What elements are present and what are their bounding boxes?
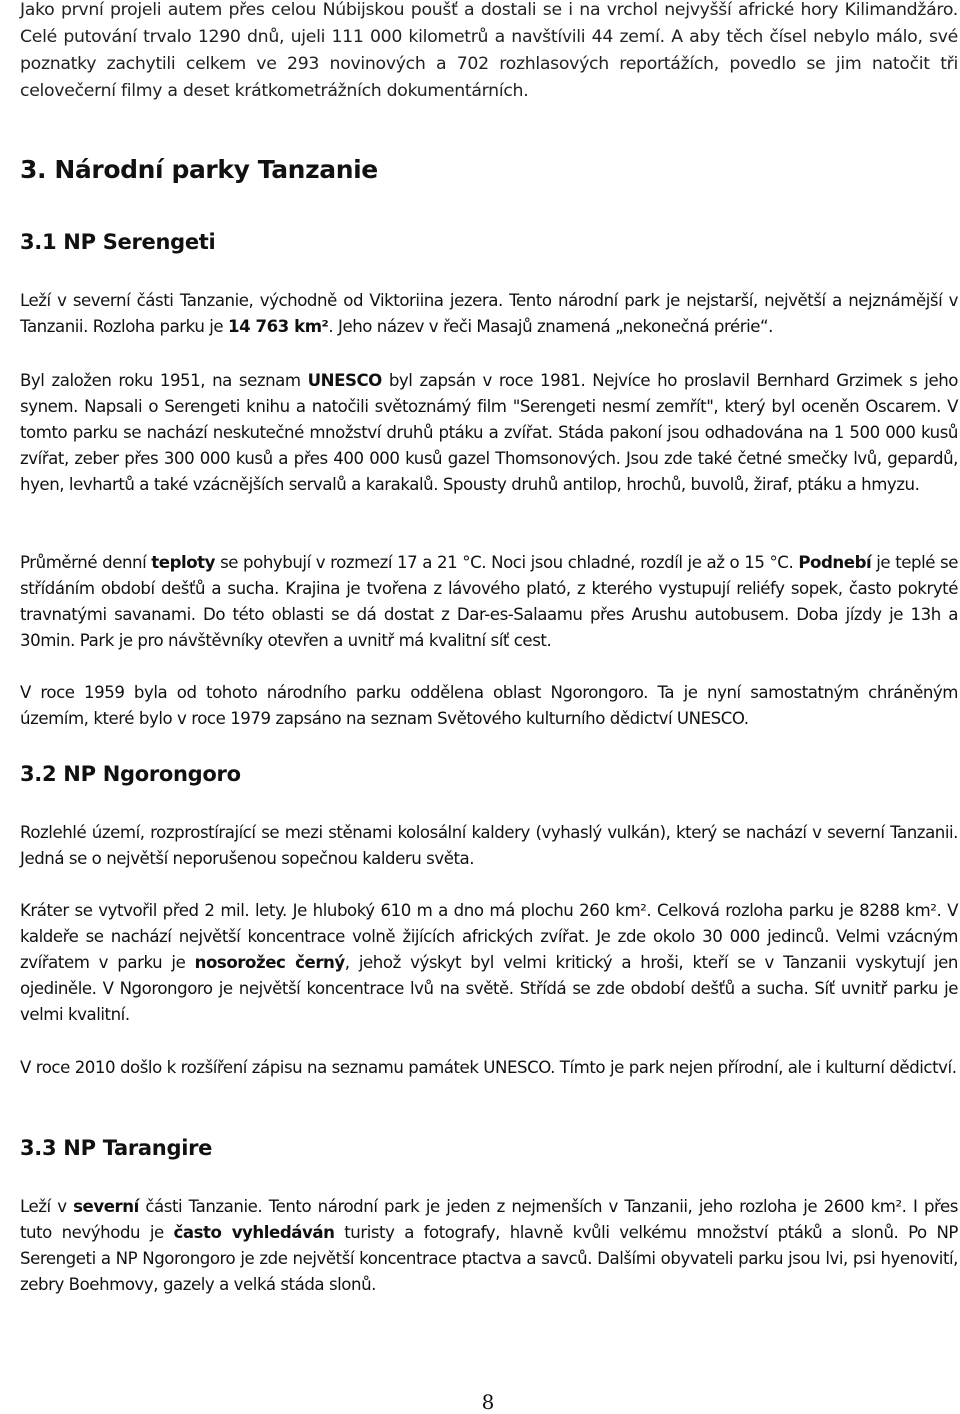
serengeti-paragraph-3: [20, 550, 958, 654]
ngorongoro-paragraph-1-block: [20, 820, 958, 872]
ngorongoro-paragraph-3: V roce 2010 došlo k rozšíření zápisu na seznamu památek UNESCO. Tímto je park nejen přírodní, ale i kulturní dědictví.: [20, 1058, 957, 1077]
ngorongoro-paragraph-1: Rozlehlé území, rozprostírající se mezi stěnami kolosální kaldery (vyhaslý vulkán), který se nachází v severní Tanzanii. Jedná se o největší neporušenou sopečnou kalderu světa.: [20, 823, 958, 868]
temperature-bold: teploty: [151, 553, 216, 572]
serengeti-paragraph-2-block: [20, 368, 958, 498]
serengeti-paragraph-3-block: [20, 550, 958, 654]
section-tarangire: [20, 1136, 958, 1160]
serengeti-paragraph-2: [20, 368, 958, 498]
text-run: Kráter se vytvořil před 2 mil. lety. Je hluboký 610 m a dno má plochu 260 km². Celková rozloha parku je 8288 km². V kaldeře se nachází největší koncentrace volně žijících afrických zvířat. Je zde okolo 30 000 jedinců. Velmi vzácným zvířatem v parku je: [20, 901, 958, 972]
often-visited-bold: často vyhledáván: [173, 1223, 335, 1242]
page-number: 8: [481, 1390, 495, 1414]
section-serengeti: [20, 230, 958, 254]
text-run: . Jeho název v řeči Masajů znamená „nekonečná prérie“.: [328, 317, 773, 336]
ngorongoro-paragraph-2-block: [20, 898, 958, 1028]
text-run: Leží v severní části Tanzanie, východně od Viktoriina jezera. Tento národní park je nejstarší, největší a nejznámější v Tanzanii. Rozloha parku je: [20, 291, 958, 336]
north-bold: severní: [73, 1197, 139, 1216]
climate-bold: Podnebí: [798, 553, 872, 572]
area-value: 14 763 km²: [227, 317, 329, 336]
tarangire-paragraph-1-block: [20, 1194, 958, 1298]
text-run: Leží v: [20, 1197, 74, 1216]
intro-paragraph: Jako první projeli autem přes celou Núbijskou poušť a dostali se i na vrchol nejvyšší africké hory Kilimandžáro. Celé putování trvalo 1290 dnů, ujeli 111 000 kilometrů a navštívili 44 zemí. A aby těch čísel nebylo málo, své poznatky zachytili celkem ve 293 novinových a 702 rozhlasových reportážích, povedlo se jim natočit tři celovečerní filmy a deset krátkometrážních dokumentárních.: [20, 0, 958, 101]
text-run: turisty a fotografy, hlavně kvůli velkému množství ptáků a slonů. Po NP Serengeti a NP Ngorongoro je zde největší koncentrace ptactva a savců. Dalšími obyvateli parku jsou lvi, psi hyenovití, zebry Boehmovy, gazely a velká stáda slonů.: [20, 1223, 958, 1294]
serengeti-paragraph-4: V roce 1959 byla od tohoto národního parku oddělena oblast Ngorongoro. Ta je nyní samostatným chráněným územím, které bylo v roce 1979 zapsáno na seznam Světového kulturního dědictví UNESCO.: [20, 683, 958, 728]
text-run: části Tanzanie. Tento národní park je jeden z nejmenších v Tanzanii, jeho rozloha je 2600 km². I přes tuto nevýhodu je: [20, 1197, 958, 1242]
ngorongoro-paragraph-3-block: [20, 1055, 958, 1081]
text-run: , jehož výskyt byl velmi kritický a hroši, kteří se v Tanzanii vyskytují jen ojediněle. V Ngorongoro je největší koncentrace lvů na světě. Střídá se zde období dešťů a sucha. Síť uvnitř parku je velmi kvalitní.: [20, 953, 958, 1024]
serengeti-paragraph-1-block: [20, 288, 958, 340]
rhino-bold: nosorožec černý: [194, 953, 345, 972]
serengeti-paragraph-1: [20, 288, 958, 340]
text-run: byl zapsán v roce 1981. Nejvíce ho proslavil Bernhard Grzimek s jeho synem. Napsali o Serengeti knihu a natočili světoznámý film "Serengeti nesmí zemřít", který byl oceněn Oscarem. V tomto parku se nachází neskutečné množství druhů ptáku a zvířat. Stáda pakoní jsou odhadována na 1 500 000 kusů zvířat, zeber přes 300 000 kusů a přes 400 000 kusů gazel Thomsonových. Jsou zde také četné smečky lvů, gepardů, hyen, levhartů a také vzácnějších servalů a karakalů. Spousty druhů antilop, hrochů, buvolů, žiraf, ptáku a hmyzu.: [20, 371, 958, 494]
serengeti-paragraph-4-block: [20, 680, 958, 732]
text-run: se pohybují v rozmezí 17 a 21 °C. Noci jsou chladné, rozdíl je až o 15 °C.: [215, 553, 799, 572]
text-run: Byl založen roku 1951, na seznam: [20, 371, 308, 390]
section-ngorongoro: [20, 762, 958, 786]
ngorongoro-paragraph-2: [20, 898, 958, 1028]
chapter-section: [20, 155, 958, 184]
tarangire-paragraph-1: [20, 1194, 958, 1298]
text-run: je teplé se střídáním období dešťů a sucha. Krajina je tvořena z lávového plató, z kterého vystupují reliéfy sopek, často pokryté travnatými savanami. Do této oblasti se dá dostat z Dar-es-Salaamu přes Arushu autobusem. Doba jízdy je 13h a 30min. Park je pro návštěvníky otevřen a uvnitř má kvalitní síť cest.: [20, 553, 959, 650]
intro-section: [20, 0, 958, 105]
chapter-heading: 3. Národní parky Tanzanie: [20, 155, 378, 184]
unesco-bold: UNESCO: [307, 371, 382, 390]
section-heading: 3.3 NP Tarangire: [20, 1136, 213, 1160]
section-heading: 3.1 NP Serengeti: [20, 230, 216, 254]
section-heading: 3.2 NP Ngorongoro: [20, 762, 241, 786]
text-run: Průměrné denní: [20, 553, 152, 572]
